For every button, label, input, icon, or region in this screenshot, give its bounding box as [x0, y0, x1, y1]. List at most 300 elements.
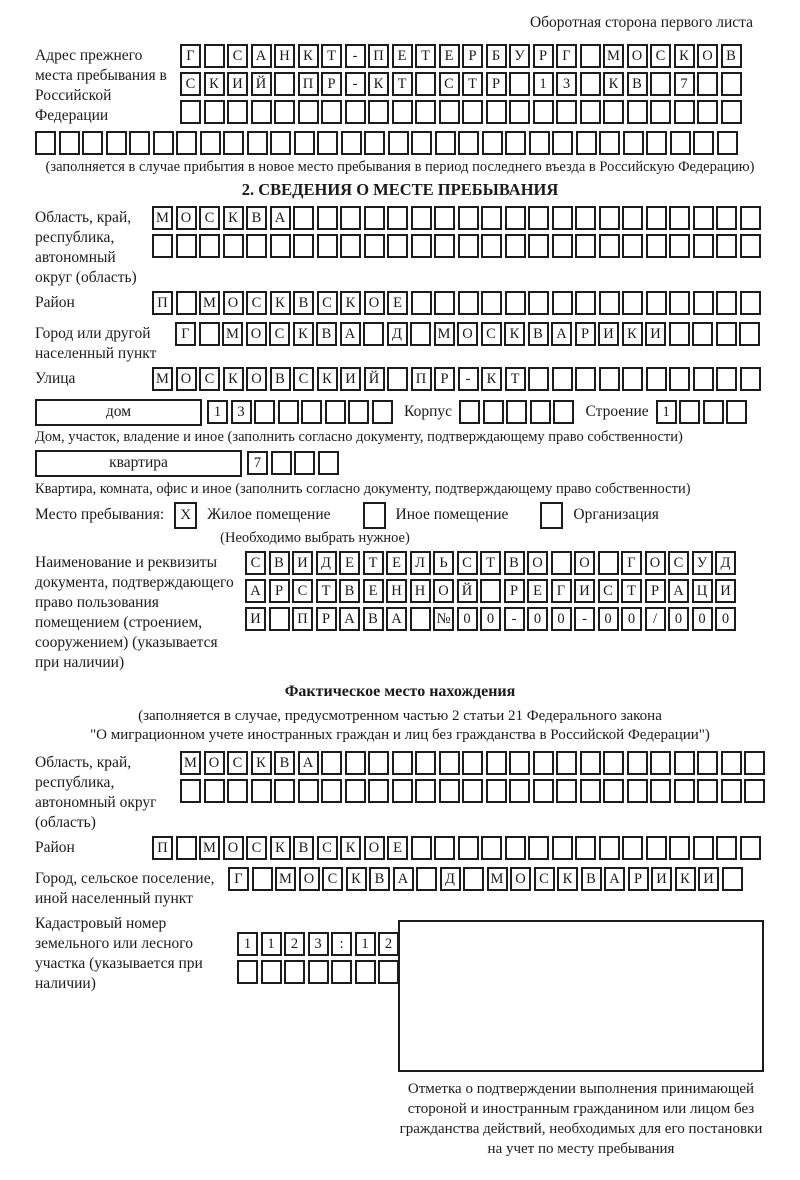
- form-cell[interactable]: [348, 400, 369, 424]
- form-cell[interactable]: Ь: [433, 551, 454, 575]
- form-cell[interactable]: О: [204, 751, 225, 775]
- form-cell[interactable]: [556, 100, 577, 124]
- form-cell[interactable]: [227, 100, 248, 124]
- form-cell[interactable]: [716, 291, 737, 315]
- form-cell[interactable]: [575, 367, 596, 391]
- form-cell[interactable]: О: [697, 44, 718, 68]
- form-cell[interactable]: [364, 206, 385, 230]
- form-cell[interactable]: [364, 131, 385, 155]
- form-cell[interactable]: [458, 291, 479, 315]
- form-cell[interactable]: [301, 400, 322, 424]
- form-cell[interactable]: О: [246, 367, 267, 391]
- form-cell[interactable]: [269, 607, 290, 631]
- form-cell[interactable]: 1: [207, 400, 228, 424]
- form-cell[interactable]: [458, 131, 479, 155]
- form-cell[interactable]: В: [369, 867, 390, 891]
- form-cell[interactable]: О: [223, 291, 244, 315]
- form-cell[interactable]: В: [363, 607, 384, 631]
- form-cell[interactable]: [509, 751, 530, 775]
- stay-type-checkbox-residential[interactable]: X: [174, 502, 197, 529]
- form-cell[interactable]: В: [581, 867, 602, 891]
- form-cell[interactable]: Т: [321, 44, 342, 68]
- form-cell[interactable]: [716, 322, 737, 346]
- form-cell[interactable]: [669, 291, 690, 315]
- form-cell[interactable]: [481, 836, 502, 860]
- form-cell[interactable]: [368, 100, 389, 124]
- form-cell[interactable]: [622, 206, 643, 230]
- form-cell[interactable]: П: [152, 291, 173, 315]
- form-cell[interactable]: [669, 322, 690, 346]
- form-cell[interactable]: [392, 779, 413, 803]
- form-cell[interactable]: Й: [364, 367, 385, 391]
- form-cell[interactable]: [703, 400, 724, 424]
- form-cell[interactable]: 0: [527, 607, 548, 631]
- form-cell[interactable]: Е: [527, 579, 548, 603]
- form-cell[interactable]: [623, 131, 644, 155]
- form-cell[interactable]: Р: [486, 72, 507, 96]
- form-cell[interactable]: К: [223, 206, 244, 230]
- form-cell[interactable]: [481, 234, 502, 258]
- form-cell[interactable]: №: [433, 607, 454, 631]
- form-cell[interactable]: У: [692, 551, 713, 575]
- form-cell[interactable]: У: [509, 44, 530, 68]
- form-cell[interactable]: А: [668, 579, 689, 603]
- form-cell[interactable]: [223, 234, 244, 258]
- form-cell[interactable]: [486, 779, 507, 803]
- form-cell[interactable]: 1: [261, 932, 282, 956]
- form-cell[interactable]: [459, 400, 480, 424]
- form-cell[interactable]: [528, 291, 549, 315]
- form-cell[interactable]: [575, 234, 596, 258]
- form-cell[interactable]: [627, 779, 648, 803]
- form-cell[interactable]: [552, 836, 573, 860]
- form-cell[interactable]: Й: [251, 72, 272, 96]
- form-cell[interactable]: [552, 367, 573, 391]
- form-cell[interactable]: И: [227, 72, 248, 96]
- form-cell[interactable]: [552, 206, 573, 230]
- form-cell[interactable]: [505, 206, 526, 230]
- form-cell[interactable]: [199, 322, 220, 346]
- form-cell[interactable]: И: [645, 322, 666, 346]
- form-cell[interactable]: [486, 751, 507, 775]
- form-cell[interactable]: [345, 779, 366, 803]
- form-cell[interactable]: [669, 234, 690, 258]
- form-cell[interactable]: [646, 836, 667, 860]
- form-cell[interactable]: -: [345, 72, 366, 96]
- form-cell[interactable]: К: [603, 72, 624, 96]
- form-cell[interactable]: И: [245, 607, 266, 631]
- form-cell[interactable]: С: [292, 579, 313, 603]
- form-cell[interactable]: Г: [556, 44, 577, 68]
- form-cell[interactable]: 0: [692, 607, 713, 631]
- form-cell[interactable]: М: [603, 44, 624, 68]
- form-cell[interactable]: [153, 131, 174, 155]
- form-cell[interactable]: [411, 131, 432, 155]
- form-cell[interactable]: [415, 751, 436, 775]
- form-cell[interactable]: [387, 367, 408, 391]
- form-cell[interactable]: Г: [228, 867, 249, 891]
- form-cell[interactable]: [580, 779, 601, 803]
- form-cell[interactable]: С: [322, 867, 343, 891]
- form-cell[interactable]: [434, 206, 455, 230]
- form-cell[interactable]: С: [246, 291, 267, 315]
- form-cell[interactable]: [204, 779, 225, 803]
- form-cell[interactable]: К: [317, 367, 338, 391]
- form-cell[interactable]: [321, 751, 342, 775]
- form-cell[interactable]: Т: [316, 579, 337, 603]
- form-cell[interactable]: [317, 206, 338, 230]
- form-cell[interactable]: К: [557, 867, 578, 891]
- form-cell[interactable]: 0: [598, 607, 619, 631]
- form-cell[interactable]: Р: [269, 579, 290, 603]
- form-cell[interactable]: [293, 234, 314, 258]
- form-cell[interactable]: 0: [668, 607, 689, 631]
- form-cell[interactable]: 3: [231, 400, 252, 424]
- form-cell[interactable]: [528, 206, 549, 230]
- form-cell[interactable]: Е: [339, 551, 360, 575]
- form-cell[interactable]: Р: [645, 579, 666, 603]
- form-cell[interactable]: С: [317, 836, 338, 860]
- form-cell[interactable]: [434, 836, 455, 860]
- form-cell[interactable]: [533, 751, 554, 775]
- form-cell[interactable]: Е: [363, 579, 384, 603]
- form-cell[interactable]: [274, 779, 295, 803]
- form-cell[interactable]: Т: [415, 44, 436, 68]
- form-cell[interactable]: [505, 234, 526, 258]
- form-cell[interactable]: [693, 367, 714, 391]
- form-cell[interactable]: [506, 400, 527, 424]
- form-cell[interactable]: С: [668, 551, 689, 575]
- form-cell[interactable]: Е: [392, 44, 413, 68]
- form-cell[interactable]: В: [721, 44, 742, 68]
- form-cell[interactable]: К: [674, 44, 695, 68]
- form-cell[interactable]: [598, 551, 619, 575]
- form-cell[interactable]: Р: [462, 44, 483, 68]
- form-cell[interactable]: -: [345, 44, 366, 68]
- form-cell[interactable]: [679, 400, 700, 424]
- form-cell[interactable]: [298, 779, 319, 803]
- form-cell[interactable]: П: [368, 44, 389, 68]
- form-cell[interactable]: С: [481, 322, 502, 346]
- form-cell[interactable]: [308, 960, 329, 984]
- form-cell[interactable]: [463, 867, 484, 891]
- form-cell[interactable]: С: [457, 551, 478, 575]
- form-cell[interactable]: 3: [556, 72, 577, 96]
- form-cell[interactable]: М: [152, 367, 173, 391]
- form-cell[interactable]: [599, 367, 620, 391]
- form-cell[interactable]: [505, 131, 526, 155]
- form-cell[interactable]: [392, 751, 413, 775]
- form-cell[interactable]: Е: [386, 551, 407, 575]
- form-cell[interactable]: [580, 44, 601, 68]
- form-cell[interactable]: 2: [284, 932, 305, 956]
- form-cell[interactable]: [553, 400, 574, 424]
- form-cell[interactable]: [509, 72, 530, 96]
- form-cell[interactable]: К: [340, 836, 361, 860]
- form-cell[interactable]: И: [598, 322, 619, 346]
- form-cell[interactable]: [716, 206, 737, 230]
- form-cell[interactable]: [199, 234, 220, 258]
- form-cell[interactable]: И: [292, 551, 313, 575]
- form-cell[interactable]: [505, 291, 526, 315]
- form-cell[interactable]: А: [340, 322, 361, 346]
- form-cell[interactable]: О: [299, 867, 320, 891]
- form-cell[interactable]: [650, 100, 671, 124]
- form-cell[interactable]: [580, 100, 601, 124]
- form-cell[interactable]: [294, 451, 315, 475]
- form-cell[interactable]: [252, 867, 273, 891]
- form-cell[interactable]: М: [434, 322, 455, 346]
- form-cell[interactable]: Р: [575, 322, 596, 346]
- form-cell[interactable]: 1: [355, 932, 376, 956]
- form-cell[interactable]: [378, 960, 399, 984]
- form-cell[interactable]: А: [339, 607, 360, 631]
- form-cell[interactable]: Т: [363, 551, 384, 575]
- form-cell[interactable]: П: [411, 367, 432, 391]
- form-cell[interactable]: М: [487, 867, 508, 891]
- form-cell[interactable]: К: [270, 836, 291, 860]
- form-cell[interactable]: О: [510, 867, 531, 891]
- form-cell[interactable]: [551, 551, 572, 575]
- form-cell[interactable]: [434, 291, 455, 315]
- form-cell[interactable]: В: [293, 836, 314, 860]
- form-cell[interactable]: [410, 322, 431, 346]
- form-cell[interactable]: Б: [486, 44, 507, 68]
- form-cell[interactable]: 7: [674, 72, 695, 96]
- form-cell[interactable]: [533, 779, 554, 803]
- form-cell[interactable]: [439, 779, 460, 803]
- form-cell[interactable]: [599, 234, 620, 258]
- form-cell[interactable]: И: [340, 367, 361, 391]
- form-cell[interactable]: В: [627, 72, 648, 96]
- form-cell[interactable]: Н: [410, 579, 431, 603]
- form-cell[interactable]: [744, 779, 765, 803]
- form-cell[interactable]: Д: [387, 322, 408, 346]
- form-cell[interactable]: 0: [551, 607, 572, 631]
- form-cell[interactable]: [411, 234, 432, 258]
- form-cell[interactable]: [435, 131, 456, 155]
- form-cell[interactable]: Е: [387, 836, 408, 860]
- form-cell[interactable]: О: [527, 551, 548, 575]
- form-cell[interactable]: М: [180, 751, 201, 775]
- form-cell[interactable]: [674, 751, 695, 775]
- form-cell[interactable]: А: [386, 607, 407, 631]
- form-cell[interactable]: [552, 131, 573, 155]
- form-cell[interactable]: [318, 451, 339, 475]
- form-cell[interactable]: [368, 751, 389, 775]
- form-cell[interactable]: Т: [480, 551, 501, 575]
- form-cell[interactable]: [176, 131, 197, 155]
- form-cell[interactable]: [270, 131, 291, 155]
- form-cell[interactable]: [434, 234, 455, 258]
- form-cell[interactable]: [368, 779, 389, 803]
- form-cell[interactable]: [345, 751, 366, 775]
- form-cell[interactable]: [556, 751, 577, 775]
- form-cell[interactable]: С: [199, 367, 220, 391]
- form-cell[interactable]: [325, 400, 346, 424]
- form-cell[interactable]: М: [222, 322, 243, 346]
- form-cell[interactable]: М: [199, 836, 220, 860]
- form-cell[interactable]: [483, 400, 504, 424]
- form-cell[interactable]: [726, 400, 747, 424]
- form-cell[interactable]: [458, 234, 479, 258]
- form-cell[interactable]: [372, 400, 393, 424]
- form-cell[interactable]: [247, 131, 268, 155]
- form-cell[interactable]: [462, 751, 483, 775]
- form-cell[interactable]: [529, 131, 550, 155]
- form-cell[interactable]: [176, 836, 197, 860]
- form-cell[interactable]: [552, 291, 573, 315]
- form-cell[interactable]: [739, 322, 760, 346]
- form-cell[interactable]: [486, 100, 507, 124]
- form-cell[interactable]: [580, 72, 601, 96]
- form-cell[interactable]: [480, 579, 501, 603]
- form-cell[interactable]: В: [504, 551, 525, 575]
- form-cell[interactable]: И: [574, 579, 595, 603]
- form-cell[interactable]: [284, 960, 305, 984]
- form-cell[interactable]: [740, 367, 761, 391]
- form-cell[interactable]: А: [393, 867, 414, 891]
- form-cell[interactable]: [697, 72, 718, 96]
- form-cell[interactable]: [603, 779, 624, 803]
- form-cell[interactable]: [697, 779, 718, 803]
- form-cell[interactable]: [622, 234, 643, 258]
- form-cell[interactable]: [392, 100, 413, 124]
- form-cell[interactable]: [82, 131, 103, 155]
- form-cell[interactable]: [411, 836, 432, 860]
- form-cell[interactable]: Т: [621, 579, 642, 603]
- form-cell[interactable]: [646, 234, 667, 258]
- form-cell[interactable]: [622, 291, 643, 315]
- form-cell[interactable]: -: [458, 367, 479, 391]
- form-cell[interactable]: К: [223, 367, 244, 391]
- form-cell[interactable]: [462, 779, 483, 803]
- form-cell[interactable]: Р: [628, 867, 649, 891]
- form-cell[interactable]: С: [227, 751, 248, 775]
- form-cell[interactable]: [669, 836, 690, 860]
- form-cell[interactable]: [246, 234, 267, 258]
- form-cell[interactable]: [176, 234, 197, 258]
- form-cell[interactable]: [650, 72, 671, 96]
- form-cell[interactable]: [341, 131, 362, 155]
- form-cell[interactable]: [345, 100, 366, 124]
- form-cell[interactable]: [410, 607, 431, 631]
- form-cell[interactable]: [223, 131, 244, 155]
- form-cell[interactable]: 3: [308, 932, 329, 956]
- form-cell[interactable]: [129, 131, 150, 155]
- form-cell[interactable]: В: [293, 291, 314, 315]
- form-cell[interactable]: [415, 100, 436, 124]
- form-cell[interactable]: 0: [457, 607, 478, 631]
- form-cell[interactable]: [692, 322, 713, 346]
- form-cell[interactable]: М: [152, 206, 173, 230]
- form-cell[interactable]: 2: [378, 932, 399, 956]
- form-cell[interactable]: [580, 751, 601, 775]
- form-cell[interactable]: [721, 72, 742, 96]
- form-cell[interactable]: [340, 234, 361, 258]
- form-cell[interactable]: [106, 131, 127, 155]
- form-cell[interactable]: Т: [462, 72, 483, 96]
- form-cell[interactable]: [646, 131, 667, 155]
- form-cell[interactable]: [180, 779, 201, 803]
- form-cell[interactable]: О: [364, 291, 385, 315]
- form-cell[interactable]: [693, 234, 714, 258]
- form-cell[interactable]: К: [368, 72, 389, 96]
- form-cell[interactable]: 0: [621, 607, 642, 631]
- form-cell[interactable]: [462, 100, 483, 124]
- form-cell[interactable]: [650, 779, 671, 803]
- form-cell[interactable]: [439, 751, 460, 775]
- form-cell[interactable]: [176, 291, 197, 315]
- form-cell[interactable]: К: [270, 291, 291, 315]
- form-cell[interactable]: В: [270, 367, 291, 391]
- form-cell[interactable]: К: [346, 867, 367, 891]
- form-cell[interactable]: [674, 779, 695, 803]
- form-cell[interactable]: [387, 234, 408, 258]
- form-cell[interactable]: П: [292, 607, 313, 631]
- form-cell[interactable]: С: [598, 579, 619, 603]
- form-cell[interactable]: [697, 100, 718, 124]
- form-cell[interactable]: [721, 751, 742, 775]
- form-cell[interactable]: 1: [237, 932, 258, 956]
- form-cell[interactable]: [716, 836, 737, 860]
- form-cell[interactable]: К: [481, 367, 502, 391]
- form-cell[interactable]: [505, 836, 526, 860]
- form-cell[interactable]: [321, 100, 342, 124]
- form-cell[interactable]: О: [627, 44, 648, 68]
- form-cell[interactable]: В: [339, 579, 360, 603]
- form-cell[interactable]: 0: [480, 607, 501, 631]
- form-cell[interactable]: [251, 100, 272, 124]
- stay-type-checkbox-other[interactable]: [363, 502, 386, 529]
- form-cell[interactable]: [416, 867, 437, 891]
- form-cell[interactable]: Р: [533, 44, 554, 68]
- stay-type-checkbox-organization[interactable]: [540, 502, 563, 529]
- form-cell[interactable]: [556, 779, 577, 803]
- form-cell[interactable]: В: [269, 551, 290, 575]
- form-cell[interactable]: [622, 836, 643, 860]
- form-cell[interactable]: 7: [247, 451, 268, 475]
- form-cell[interactable]: [740, 291, 761, 315]
- form-cell[interactable]: [261, 960, 282, 984]
- form-cell[interactable]: С: [245, 551, 266, 575]
- form-cell[interactable]: [740, 836, 761, 860]
- form-cell[interactable]: Л: [410, 551, 431, 575]
- form-cell[interactable]: [603, 100, 624, 124]
- form-cell[interactable]: [575, 206, 596, 230]
- form-cell[interactable]: И: [698, 867, 719, 891]
- form-cell[interactable]: [482, 131, 503, 155]
- form-cell[interactable]: [627, 100, 648, 124]
- form-cell[interactable]: [693, 131, 714, 155]
- form-cell[interactable]: А: [298, 751, 319, 775]
- form-cell[interactable]: Р: [434, 367, 455, 391]
- form-cell[interactable]: 1: [533, 72, 554, 96]
- form-cell[interactable]: [411, 291, 432, 315]
- form-cell[interactable]: К: [675, 867, 696, 891]
- form-cell[interactable]: [270, 234, 291, 258]
- form-cell[interactable]: [204, 44, 225, 68]
- form-cell[interactable]: А: [270, 206, 291, 230]
- form-cell[interactable]: О: [246, 322, 267, 346]
- form-cell[interactable]: [693, 836, 714, 860]
- form-cell[interactable]: М: [199, 291, 220, 315]
- form-cell[interactable]: С: [293, 367, 314, 391]
- form-cell[interactable]: Д: [715, 551, 736, 575]
- form-cell[interactable]: [180, 100, 201, 124]
- form-cell[interactable]: [204, 100, 225, 124]
- form-cell[interactable]: [200, 131, 221, 155]
